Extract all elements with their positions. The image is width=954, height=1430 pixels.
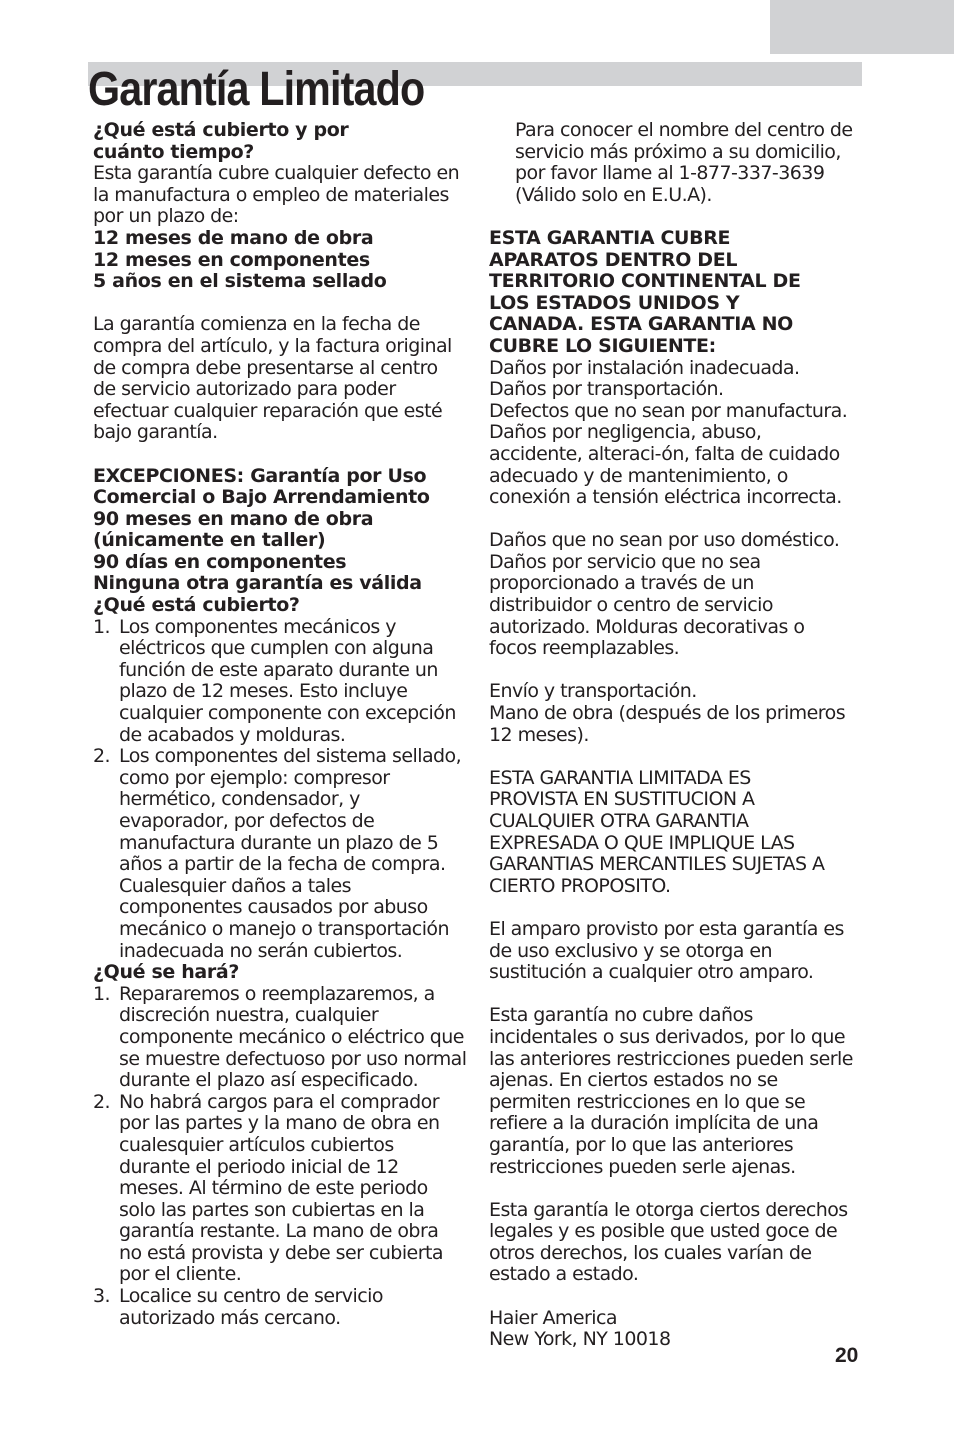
text-line	[489, 142, 869, 164]
line-text: Esta garantía le otorga ciertos derechos	[489, 1198, 848, 1221]
line-text: restricciones pueden serle ajenas.	[489, 1155, 796, 1178]
text-line	[489, 725, 869, 747]
line-text: eléctricos que cumplen con alguna	[119, 637, 434, 660]
line-text: evaporador, por defectos de	[119, 810, 375, 832]
line-text: LOS ESTADOS UNIDOS Y	[489, 291, 740, 314]
text-line	[93, 1178, 473, 1200]
text-line	[489, 876, 869, 898]
text-line	[93, 185, 473, 207]
text-line	[489, 1070, 869, 1092]
heading-line	[93, 487, 473, 509]
text-line	[489, 681, 869, 703]
text-line	[489, 1005, 869, 1027]
list-number: 1.	[93, 982, 111, 1005]
line-text: años a partir de la fecha de compra.	[119, 853, 446, 876]
heading-line	[93, 573, 473, 595]
blank-line	[489, 660, 869, 682]
line-text: Defectos que no sean por manufactura.	[489, 399, 848, 422]
line-text: 90 meses en mano de obra	[93, 507, 374, 530]
line-text: hermético, condensador, y	[119, 788, 360, 811]
text-line	[93, 833, 473, 855]
text-line	[489, 379, 869, 401]
page-title: Garantía Limitado	[88, 63, 425, 116]
line-text: Para conocer el nombre del centro de	[515, 119, 853, 141]
heading-line	[93, 228, 473, 250]
text-line	[93, 314, 473, 336]
line-text: accidente, alteraci-ón, falta de cuidado	[489, 442, 840, 465]
heading-line	[489, 271, 869, 293]
blank-line	[489, 984, 869, 1006]
line-text: ¿Qué está cubierto?	[93, 594, 300, 617]
text-line	[93, 1157, 473, 1179]
text-line	[93, 206, 473, 228]
text-line	[489, 768, 869, 790]
text-line	[489, 185, 869, 207]
text-line	[93, 638, 473, 660]
line-text: permiten restricciones en lo que se	[489, 1090, 806, 1113]
line-text: PROVISTA EN SUSTITUCION A	[489, 788, 755, 811]
line-text: se muestre defectuoso por uso normal	[119, 1047, 467, 1070]
text-line	[93, 1308, 473, 1330]
line-text: por las partes y la mano de obra en	[119, 1112, 440, 1135]
heading-line	[93, 142, 473, 164]
line-text: efectuar cualquier reparación que esté	[93, 399, 443, 422]
text-line	[93, 660, 473, 682]
line-text: otros derechos, los cuales varían de	[489, 1241, 812, 1264]
line-text: Daños por instalación inadecuada.	[489, 356, 800, 379]
line-text: Localice su centro de servicio	[119, 1285, 383, 1308]
heading-line	[93, 120, 473, 142]
text-line	[93, 1027, 473, 1049]
line-text: ESTA GARANTIA CUBRE	[489, 226, 731, 249]
line-text: cualquier componente con excepción	[119, 702, 456, 725]
line-text: ¿Qué está cubierto y por	[93, 119, 349, 141]
text-line	[489, 811, 869, 833]
heading-line	[93, 509, 473, 531]
text-line	[93, 789, 473, 811]
list-number: 3.	[93, 1285, 111, 1308]
line-text: 5 años en el sistema sellado	[93, 270, 387, 293]
text-line	[93, 401, 473, 423]
line-text: New York, NY 10018	[489, 1328, 671, 1351]
text-line	[93, 1135, 473, 1157]
line-text: conexión a tensión eléctrica incorrecta.	[489, 486, 842, 509]
line-text: Comercial o Bajo Arrendamiento	[93, 486, 430, 509]
line-text: cuánto tiempo?	[93, 140, 254, 163]
text-line	[93, 1264, 473, 1286]
heading-line	[93, 962, 473, 984]
line-text: (únicamente en taller)	[93, 529, 326, 552]
text-line	[489, 638, 869, 660]
heading-line	[93, 595, 473, 617]
line-text: Los componentes mecánicos y	[119, 615, 396, 638]
line-text: APARATOS DENTRO DEL	[489, 248, 738, 271]
line-text: compra del artículo, y la factura original	[93, 334, 452, 357]
text-line	[489, 941, 869, 963]
line-text: por favor llame al 1-877-337-3639	[515, 162, 825, 185]
line-text: 90 días en componentes	[93, 550, 347, 573]
line-text: Esta garantía cubre cualquier defecto en	[93, 162, 460, 185]
text-line	[489, 1264, 869, 1286]
right-column	[489, 120, 869, 1351]
line-text: No habrá cargos para el comprador	[119, 1090, 439, 1113]
line-text: manufactura durante un plazo de 5	[119, 831, 439, 854]
text-line	[489, 1113, 869, 1135]
line-text: bajo garantía.	[93, 421, 218, 444]
text-line	[489, 1135, 869, 1157]
line-text: mecánico o manejo o transportación	[119, 917, 449, 940]
line-text: Haier America	[489, 1306, 617, 1329]
line-text: de compra debe presentarse al centro	[93, 356, 438, 379]
line-text: no está provista y debe ser cubierta	[119, 1241, 443, 1264]
text-line	[93, 1113, 473, 1135]
heading-line	[93, 466, 473, 488]
text-line	[93, 941, 473, 963]
line-text: TERRITORIO CONTINENTAL DE	[489, 270, 801, 293]
left-column	[93, 120, 473, 1329]
line-text: cualesquier artículos cubiertos	[119, 1133, 394, 1156]
text-line	[93, 876, 473, 898]
text-line	[93, 1005, 473, 1027]
line-text: garantía restante. La mano de obra	[119, 1220, 439, 1243]
text-line	[93, 1049, 473, 1071]
heading-line	[489, 228, 869, 250]
blank-line	[489, 1286, 869, 1308]
line-text: inadecuada no serán cubiertos.	[119, 939, 403, 962]
line-text: EXPRESADA O QUE IMPLIQUE LAS	[489, 831, 795, 854]
line-text: ajenas. En ciertos estados no se	[489, 1069, 778, 1092]
line-text: discreción nuestra, cualquier	[119, 1004, 379, 1027]
text-line	[489, 1243, 869, 1265]
text-line	[489, 444, 869, 466]
line-text: durante el plazo así especificado.	[119, 1069, 419, 1092]
text-line	[489, 1221, 869, 1243]
line-text: ¿Qué se hará?	[93, 961, 240, 984]
line-text: focos reemplazables.	[489, 637, 680, 660]
heading-line	[489, 293, 869, 315]
line-text: Mano de obra (después de los primeros	[489, 702, 846, 725]
line-text: solo las partes son cubiertas en la	[119, 1198, 425, 1221]
line-text: Ninguna otra garantía es válida	[93, 572, 422, 595]
line-text: meses. Al término de este periodo	[119, 1177, 428, 1200]
list-number: 1.	[93, 615, 111, 638]
text-line	[93, 725, 473, 747]
text-line	[489, 552, 869, 574]
line-text: Los componentes del sistema sellado,	[119, 745, 462, 768]
text-line	[489, 163, 869, 185]
text-line	[489, 1308, 869, 1330]
list-number: 2.	[93, 745, 111, 768]
text-line	[93, 336, 473, 358]
text-line	[489, 962, 869, 984]
text-line	[489, 1200, 869, 1222]
line-text: durante el periodo inicial de 12	[119, 1155, 399, 1178]
line-text: Esta garantía no cubre daños	[489, 1004, 753, 1027]
line-text: función de este aparato durante un	[119, 658, 438, 681]
line-text: Daños por servicio que no sea	[489, 550, 761, 573]
line-text: autorizado. Molduras decorativas o	[489, 615, 805, 638]
text-line	[93, 422, 473, 444]
heading-line	[93, 250, 473, 272]
line-text: Daños por negligencia, abuso,	[489, 421, 762, 444]
text-line	[489, 854, 869, 876]
line-text: legales y es posible que usted goce de	[489, 1220, 838, 1243]
heading-line	[93, 271, 473, 293]
line-text: Envío y transportación.	[489, 680, 697, 703]
text-line	[93, 379, 473, 401]
line-text: La garantía comienza en la fecha de	[93, 313, 420, 336]
text-line	[93, 163, 473, 185]
line-text: CANADA. ESTA GARANTIA NO	[489, 313, 793, 336]
line-text: 12 meses en componentes	[93, 248, 370, 271]
line-text: (Válido solo en E.U.A).	[515, 183, 712, 206]
text-line	[489, 833, 869, 855]
list-item-line	[93, 746, 473, 768]
text-line	[489, 422, 869, 444]
heading-line	[93, 530, 473, 552]
text-line	[489, 919, 869, 941]
line-text: componente mecánico o eléctrico que	[119, 1025, 464, 1048]
text-line	[489, 595, 869, 617]
text-line	[489, 573, 869, 595]
text-line	[93, 919, 473, 941]
text-line	[93, 703, 473, 725]
line-text: las anteriores restricciones pueden serle	[489, 1047, 853, 1070]
line-text: ESTA GARANTIA LIMITADA ES	[489, 766, 751, 789]
text-line	[489, 1092, 869, 1114]
line-text: componentes causados por abuso	[119, 896, 428, 919]
line-text: Daños por transportación.	[489, 378, 724, 401]
blank-line	[93, 444, 473, 466]
text-line	[489, 466, 869, 488]
line-text: 12 meses).	[489, 723, 589, 746]
list-item-line	[93, 617, 473, 639]
heading-line	[93, 552, 473, 574]
blank-line	[93, 293, 473, 315]
line-text: estado a estado.	[489, 1263, 639, 1286]
line-text: autorizado más cercano.	[119, 1306, 341, 1329]
text-line	[489, 789, 869, 811]
line-text: distribuidor o centro de servicio	[489, 594, 773, 617]
heading-line	[489, 250, 869, 272]
line-text: como por ejemplo: compresor	[119, 766, 390, 789]
heading-line	[489, 336, 869, 358]
text-line	[93, 1070, 473, 1092]
list-item-line	[93, 984, 473, 1006]
line-text: proporcionado a través de un	[489, 572, 754, 595]
text-line	[489, 358, 869, 380]
line-text: por un plazo de:	[93, 205, 239, 228]
text-line	[93, 1200, 473, 1222]
line-text: de uso exclusivo y se otorga en	[489, 939, 773, 962]
line-text: Daños que no sean por uso doméstico.	[489, 529, 840, 552]
text-line	[489, 617, 869, 639]
line-text: refiere a la duración implícita de una	[489, 1112, 819, 1135]
blank-line	[489, 746, 869, 768]
text-line	[93, 681, 473, 703]
blank-line	[489, 509, 869, 531]
line-text: CIERTO PROPOSITO.	[489, 874, 671, 897]
line-text: CUBRE LO SIGUIENTE:	[489, 334, 716, 357]
line-text: adecuado y de mantenimiento, o	[489, 464, 788, 487]
line-text: la manufactura o empleo de materiales	[93, 183, 449, 206]
text-line	[93, 768, 473, 790]
line-text: de acabados y molduras.	[119, 723, 346, 746]
line-text: por el cliente.	[119, 1263, 242, 1286]
line-text: sustitución a cualquier otro amparo.	[489, 961, 814, 984]
line-text: 12 meses de mano de obra	[93, 226, 374, 249]
text-line	[489, 1049, 869, 1071]
text-line	[489, 120, 869, 142]
line-text: Cualesquier daños a tales	[119, 874, 351, 897]
page-number: 20	[835, 1344, 859, 1367]
blank-line	[489, 206, 869, 228]
line-text: garantía, por lo que las anteriores	[489, 1133, 794, 1156]
line-text: de servicio autorizado para poder	[93, 378, 396, 401]
text-line	[93, 358, 473, 380]
text-line	[93, 811, 473, 833]
text-line	[489, 1329, 869, 1351]
corner-tab	[770, 0, 954, 54]
text-line	[489, 1157, 869, 1179]
line-text: Repararemos o reemplazaremos, a	[119, 982, 435, 1005]
text-line	[489, 703, 869, 725]
line-text: incidentales o sus derivados, por lo que	[489, 1025, 846, 1048]
text-line	[489, 1027, 869, 1049]
line-text: CUALQUIER OTRA GARANTIA	[489, 810, 749, 832]
line-text: GARANTIAS MERCANTILES SUJETAS A	[489, 853, 825, 876]
text-line	[93, 1221, 473, 1243]
list-item-line	[93, 1092, 473, 1114]
text-line	[489, 530, 869, 552]
blank-line	[489, 1178, 869, 1200]
line-text: EXCEPCIONES: Garantía por Uso	[93, 464, 427, 487]
list-number: 2.	[93, 1090, 111, 1113]
text-line	[489, 401, 869, 423]
line-text: El amparo provisto por esta garantía es	[489, 917, 844, 940]
text-line	[489, 487, 869, 509]
text-line	[93, 854, 473, 876]
heading-line	[489, 314, 869, 336]
text-line	[93, 1243, 473, 1265]
text-line	[93, 897, 473, 919]
list-item-line	[93, 1286, 473, 1308]
line-text: servicio más próximo a su domicilio,	[515, 140, 841, 163]
blank-line	[489, 897, 869, 919]
line-text: plazo de 12 meses. Esto incluye	[119, 680, 408, 703]
